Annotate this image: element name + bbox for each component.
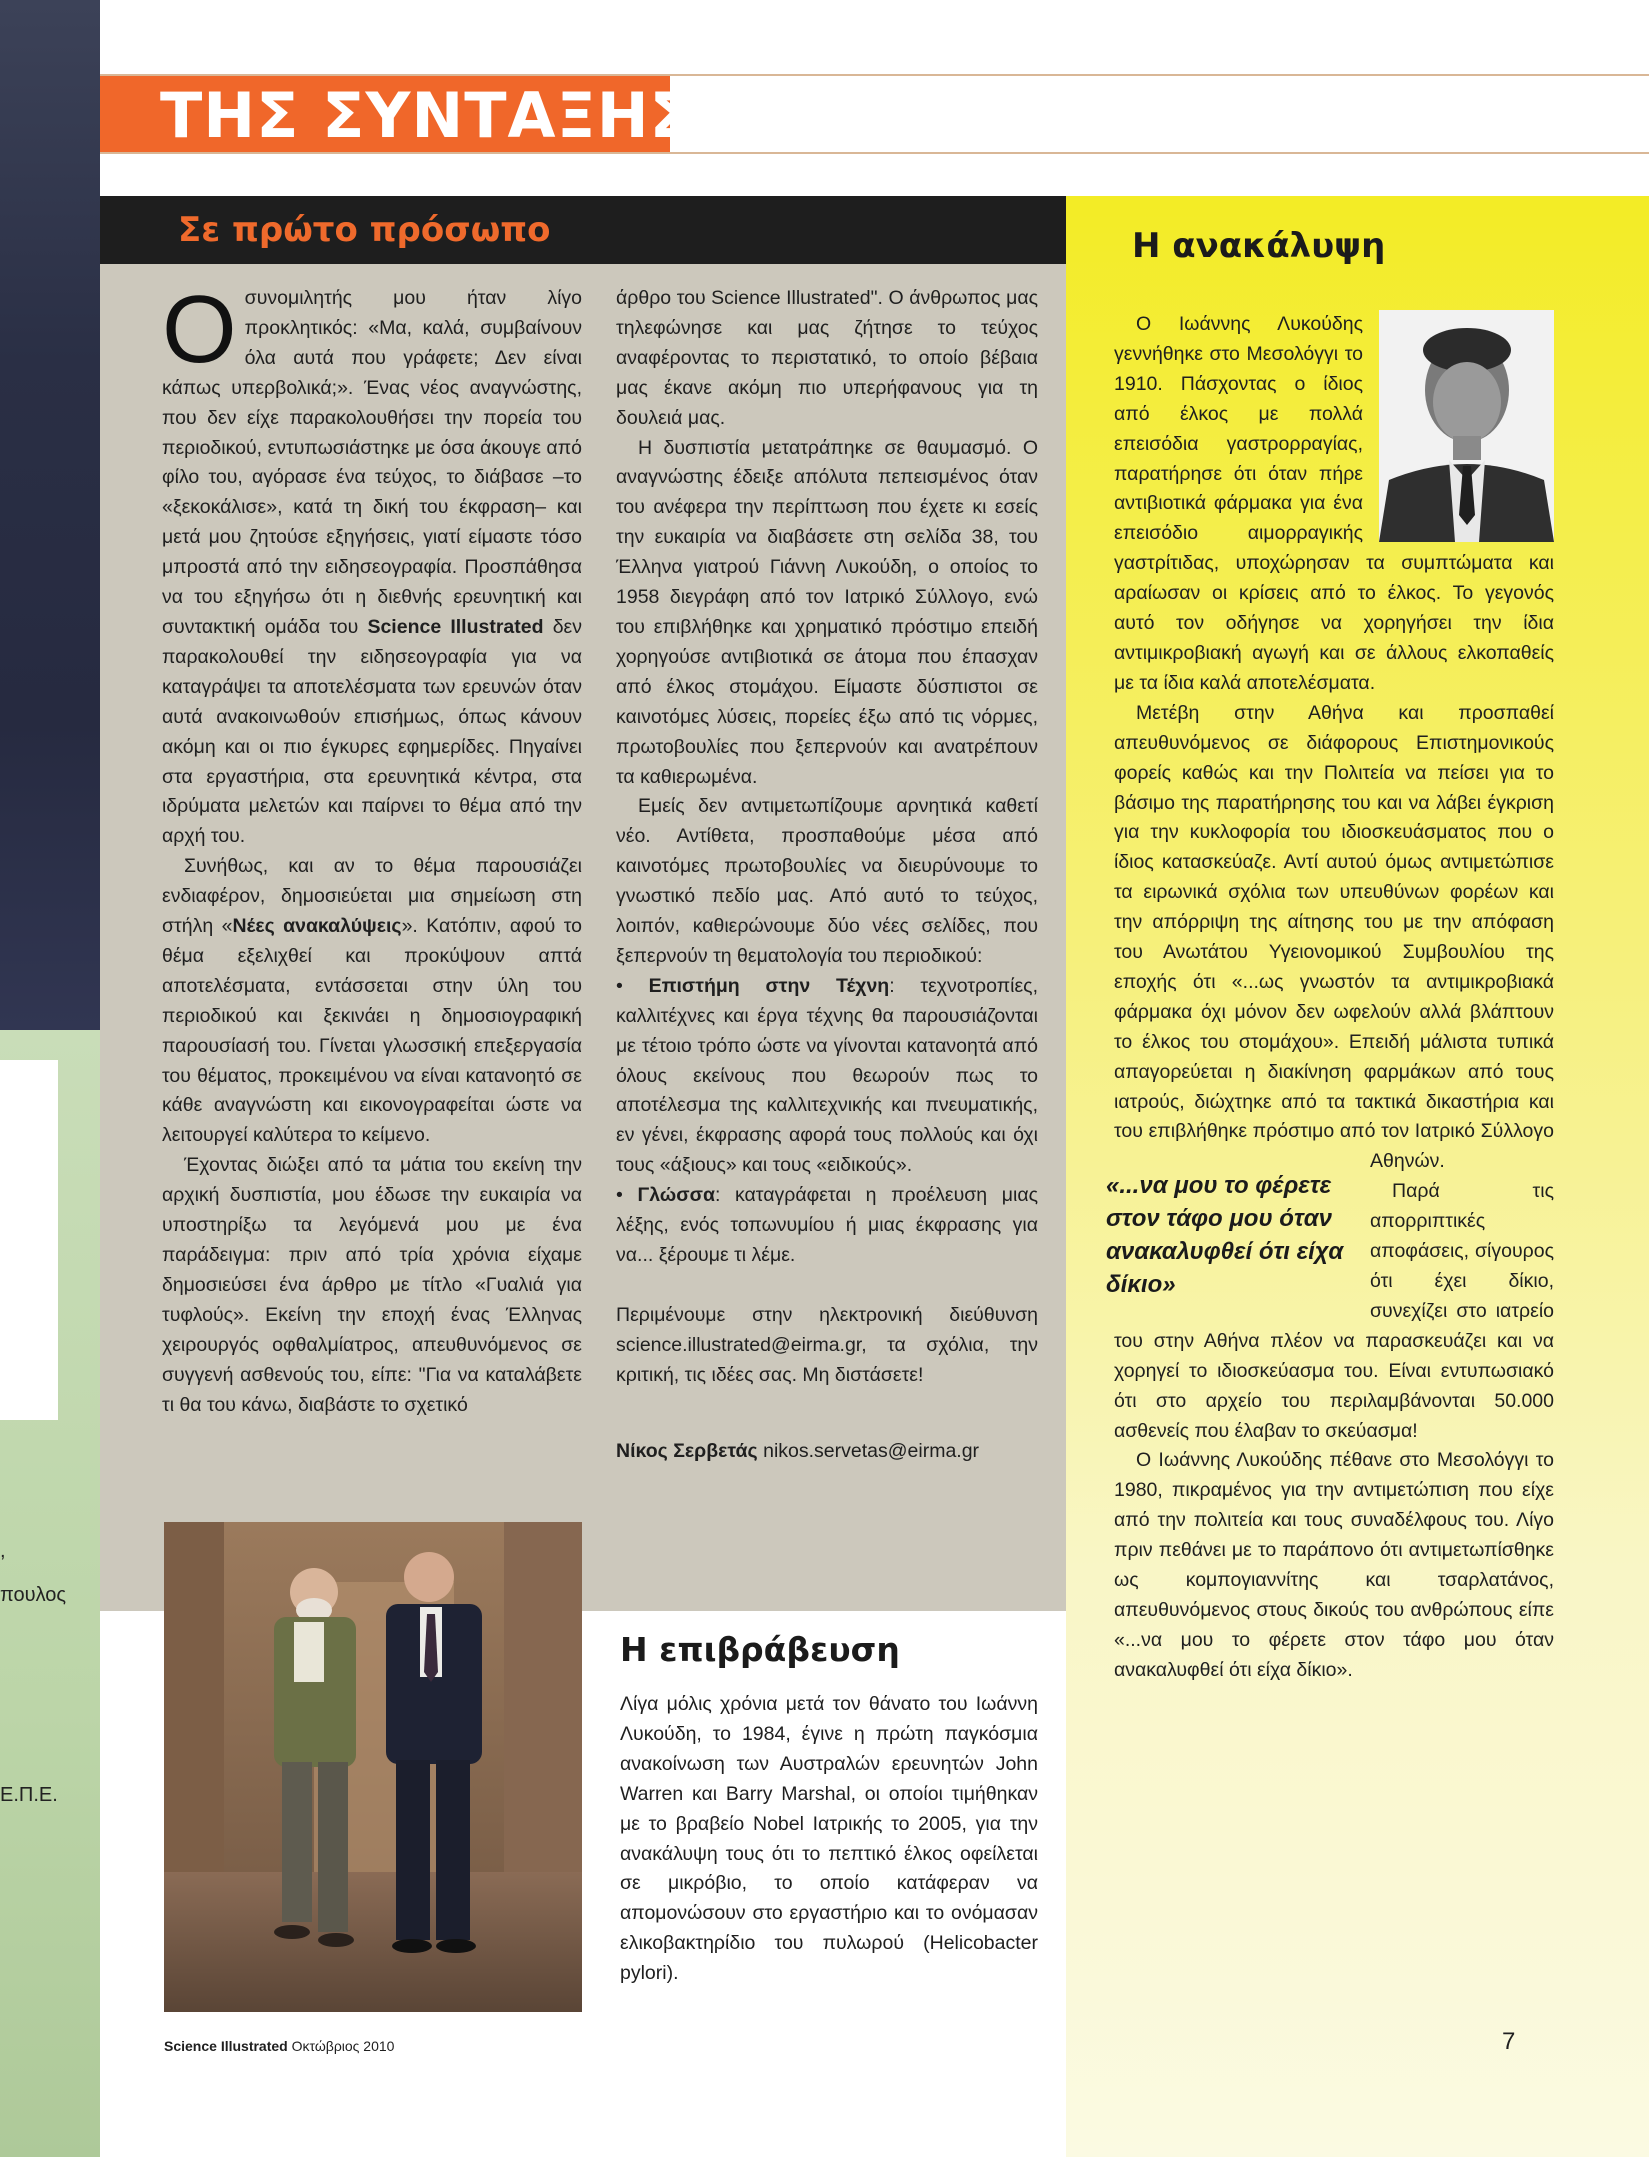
portrait-photo <box>1379 310 1554 542</box>
bullet-text: : καταγράφεται η προέλευση μιας λέξης, ενός τοπωνυμίου ή μιας έκφρασης για να... ξέρουμε τι λέμε. <box>616 1184 1039 1266</box>
sidebar-paragraph: Μετέβη στην Αθήνα και προσπαθεί απευθυνόμενος σε διάφορους Επιστημονικούς φορείς καθώς και την Πολιτεία να πείσει για το βάσιμο της παρατήρησης του και να λάβει έγκριση για την κυκλοφορία του ιδιοσκευάσματος που ο ίδιος κατασκεύαζε. Αντί αυτού όμως αντιμετώπισε τα ειρωνικά σχόλια των υπευθύνων φορέων και την απόρριψη της αίτησης του με την απόφαση του Ανωτάτου Υγειονομικού Συμβουλίου της εποχής ότι «...ως γνωστόν τα αντιμικροβιακά φάρμακα όχι μόνον δεν ωφελούν αλλά βλάπτουν το έλκος του στομάχου». Επειδή μάλιστα τυπικά απαγορεύεται η διακίνηση φαρμάκων από τους ιατρούς, διώχτηκε από τα τακτικά δικαστήρια και του επιβλήθηκε πρόστιμο από τον Ιατρικό Σύλλογο Αθηνών. <box>1114 701 1554 1173</box>
sidebar-article <box>1106 310 1554 1686</box>
editorial-column-1 <box>162 276 582 1420</box>
author-email: nikos.servetas@eirma.gr <box>763 1439 980 1462</box>
award-title: Η επιβράβευση <box>620 1630 900 1669</box>
editorial-column-2 <box>616 284 1038 1467</box>
signature <box>616 1437 1038 1467</box>
editorial-text: ». Κατόπιν, αφού το θέμα εξελιχθεί και προκύψουν απτά αποτελέσματα, εντάσσεται στην ύλη του περιοδικού και ξεκινάει η δημοσιογραφική παρουσίασή του. Γίνεται γλωσσική επεξεργασία του θέματος, προκειμένου να είναι κατανοητό σε κάθε αναγνώστη και εικονογραφείται ώστε να λειτουργεί καλύτερα το κείμενο. <box>162 915 582 1147</box>
footer-issue: Οκτώβριος 2010 <box>291 2038 395 2054</box>
editorial-text: Συνήθως, και αν το θέμα παρουσιάζει ενδιαφέρον, δημοσιεύεται μια σημείωση στη στήλη « <box>162 855 582 938</box>
adjacent-page-fragment: Ε.Π.Ε. <box>0 1784 58 1806</box>
magazine-name: Science Illustrated <box>367 615 544 638</box>
bullet-item: • Επιστήμη στην Τέχνη: τεχνοτροπίες, καλλιτέχνες και έργα τέχνης θα παρουσιάζονται με τέτοιο τρόπο ώστε να γίνονται κατανοητά από όλους εκείνους που θεωρούν πως το αποτέλεσμα της καλλιτεχνικής και πνευματικής, εν γένει, έκφρασης αφορά τους πολλούς και όχι τους «άξιους» και τους «ειδικούς». <box>616 974 1038 1177</box>
editorial-paragraph: Εμείς δεν αντιμετωπίζουμε αρνητικά καθετί νέο. Αντίθετα, προσπαθούμε μέσα από καινοτόμες πρωτοβουλίες να διευρύνουμε το γνωστικό πεδίο μας. Από αυτό το τεύχος, λοιπόν, καθιερώνουμε δύο νέες σελίδες, που ξεπερνούν τη θεματολογία του περιοδικού: <box>616 795 1038 967</box>
sidebar-paragraph: Παρά τις απορριπτικές αποφάσεις, σίγουρος ότι έχει δίκιο, συνεχίζει στο ιατρείο του στην Αθήνα πλέον να παρασκευάζει και να χορηγεί το ιδιοσκεύασμα του. Είναι εντυπωσιακό ότι στο αρχείο του περιλαμβάνονται 50.000 ασθενείς που έλαβαν το σκεύασμα! <box>1114 1180 1554 1442</box>
bullet-item: • Γλώσσα: καταγράφεται η προέλευση μιας λέξης, ενός τοπωνυμίου ή μιας έκφρασης για να... ξέρουμε τι λέμε. <box>616 1184 1039 1266</box>
column-name: Νέες ανακαλύψεις <box>232 915 402 938</box>
editorial-paragraph <box>162 276 582 852</box>
editorial-paragraph: Έχοντας διώξει από τα μάτια του εκείνη την αρχική δυσπιστία, μου έδωσε την ευκαιρία να υποστηρίξω τα λεγόμενά μου με ένα παράδειγμα: πριν από τρία χρόνια είχαμε δημοσιεύσει ένα άρθρο με τίτλο «Γυαλιά για τυφλούς». Εκείνη την εποχή ένας Έλληνας χειρουργός οφθαλμίατρος, απευθυνόμενος σε συγγενή ασθενούς του, είπε: "Για να καταλάβετε τι θα του κάνω, διαβάστε το σχετικό <box>162 1154 582 1416</box>
editorial-paragraph: Περιμένουμε στην ηλεκτρονική διεύθυνση science.illustrated@eirma.gr, τα σχόλια, την κριτική, τις ιδέες σας. Μη διστάσετε! <box>616 1303 1038 1386</box>
two-men-walking-photo <box>164 1522 582 2012</box>
drop-cap: Ο <box>162 276 237 383</box>
footer-brand: Science Illustrated <box>164 2038 288 2054</box>
editorial-heading: Σε πρώτο πρόσωπο <box>178 210 551 250</box>
adjacent-page-white-area <box>0 1060 58 1420</box>
award-article <box>620 1690 1038 1989</box>
footer-credit <box>164 2038 394 2054</box>
bullet-label: Επιστήμη στην Τέχνη <box>648 974 890 997</box>
editorial-paragraph: άρθρο του Science Illustrated". Ο άνθρωπος μας τηλεφώνησε και μας ζήτησε το τεύχος αναφέροντας το περιστατικό, το οποίο βέβαια μας έκανε ακόμη πιο υπερήφανους για τη δουλειά μας. <box>616 287 1038 429</box>
bullet-label: Γλώσσα <box>637 1184 715 1207</box>
sidebar-paragraph: Ο Ιωάννης Λυκούδης γεννήθηκε στο Μεσολόγγι το 1910. Πάσχοντας ο ίδιος από έλκος με πολλά επεισόδια γαστρορραγίας, παρατήρησε ότι όταν πήρε αντιβιοτικά φάρμακα για ένα επεισόδιο αιμορραγικής γαστρίτιδας, υποχώρησαν τα συμπτώματα και αραίωσαν οι κρίσεις από το έλκος. Το γεγονός αυτό τον οδήγησε να χορηγήσει την ίδια αντιμικροβιακή αγωγή και σε άλλους ελκοπαθείς με τα ίδια καλά αποτελέσματα. <box>1114 313 1554 694</box>
section-title: ΤΗΣ ΣΥΝΤΑΞΗΣ <box>160 79 693 152</box>
header-rule-bottom <box>100 152 1649 154</box>
page-number: 7 <box>1502 2028 1516 2055</box>
award-paragraph: Λίγα μόλις χρόνια μετά τον θάνατο του Ιωάννη Λυκούδη, το 1984, έγινε η πρώτη παγκόσμια ανακοίνωση των Αυστραλών ερευνητών John Warren και Barry Marshal, οι οποίοι τιμήθηκαν με το βραβείο Nobel Ιατρικής το 2005, για την ανακάλυψη τους ότι το πεπτικό έλκος οφείλεται σε μικρόβιο, το οποίο κατάφεραν να απομονώσουν στο εργαστήριο και το ονόμασαν ελικοβακτηρίδιο του πυλωρού (Helicobacter pylori). <box>620 1693 1038 1985</box>
editorial-text: δεν παρακολουθεί την ειδησεογραφία για να καταγράψει τα αποτελέσματα των ερευνών όταν αυτά ανακοινωθούν επισήμως, όπως κάνουν ακόμη και οι πιο έγκυρες εφημερίδες. Πηγαίνει στα εργαστήρια, στα ερευνητικά κέντρα, στα ιδρύματα μελετών και παίρνει το θέμα από την αρχή του. <box>162 615 582 848</box>
portrait-illustration <box>1379 310 1554 542</box>
pull-quote: «...να μου το φέρετε στον τάφο μου όταν ανακαλυφθεί ότι είχα δίκιο» <box>1106 1171 1344 1298</box>
editorial-text: συνομιλητής μου ήταν λίγο προκλητικός: «Μα, καλά, συμβαίνουν όλα αυτά που γράφετε; Δεν είναι κάπως υπερβολικά;». Ένας νέος αναγνώστης, που δεν είχε παρακολουθήσει την πορεία του περιοδικού, εντυπωσιάστηκε με όσα άκουγε από φίλο του, αγόρασε ένα τεύχος, το διάβασε –το «ξεκοκάλισε», κατά τη δική του έκφραση– και μετά μου ζητούσε εξηγήσεις, γιατί είμαστε τόσο μπροστά από την ειδησεογραφία. Προσπάθησα να του εξηγήσω ότι η διεθνής ερευνητική και συντακτική ομάδα του <box>162 287 582 638</box>
adjacent-page-fragment: πουλος <box>0 1584 67 1606</box>
bullet-text: : τεχνοτροπίες, καλλιτέχνες και έργα τέχνης θα παρουσιάζονται με τέτοιο τρόπο ώστε να γίνονται κατανοητά από όλους εκείνους που θεωρούν πως το αποτέλεσμα της καλλιτεχνικής και πνευματικής, εν γένει, έκφρασης αφορά τους πολλούς και όχι τους «άξιους» και τους «ειδικούς». <box>616 974 1038 1177</box>
author-name: Νίκος Σερβετάς <box>616 1439 758 1462</box>
adjacent-page-fragment: , <box>0 1540 6 1562</box>
adjacent-page-dark-area <box>0 0 100 1030</box>
photo-illustration <box>164 1522 582 2012</box>
sidebar-title: Η ανακάλυψη <box>1132 226 1386 266</box>
sidebar-paragraph: Ο Ιωάννης Λυκούδης πέθανε στο Μεσολόγγι το 1980, πικραμένος για την αντιμετώπιση που είχε από την πολιτεία και τους συναδέλφους του. Λίγο πριν πεθάνει με το παράπονο ότι αντιμετωπίσθηκε ως κομπογιαννίτης και τσαρλατάνος, απευθυνόμενος στους δικούς του ανθρώπους είπε «...να μου το φέρετε στον τάφο μου όταν ανακαλυφθεί ότι είχα δίκιο». <box>1114 1449 1554 1681</box>
editorial-paragraph <box>162 852 582 1151</box>
editorial-paragraph: Η δυσπιστία μετατράπηκε σε θαυμασμό. Ο αναγνώστης έδειξε απόλυτα πεπεισμένος όταν του ανέφερα την περίπτωση που έχετε κι εσείς την ευκαιρία να διαβάσετε στη σελίδα 38, του Έλληνα γιατρού Γιάννη Λυκούδη, ο οποίος το 1958 διεγράφη από τον Ιατρικό Σύλλογο, ενώ του επιβλήθηκε και χρηματικό πρόστιμο επειδή χορηγούσε αντιβιοτικά σε άτομα που έπασχαν από έλκος στομάχου. Είμαστε δύσπιστοι σε καινοτόμες λύσεις, πορείες έξω από τις νόρμες, πρωτοβουλίες που ξεπερνούν και ανατρέπουν τα καθιερωμένα. <box>616 436 1038 788</box>
